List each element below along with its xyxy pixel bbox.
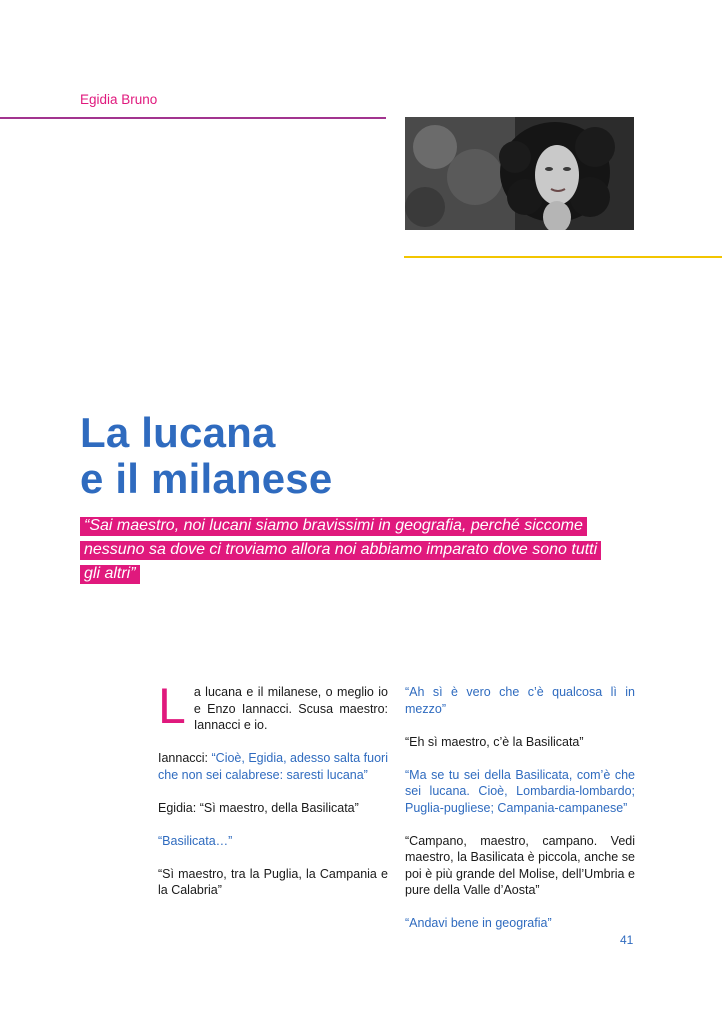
pull-quote-line — [80, 514, 640, 538]
author-name: Egidia Bruno — [80, 92, 158, 107]
title-line-2: e il milanese — [80, 455, 333, 502]
header-rule-purple — [0, 117, 386, 119]
paragraph: “Eh sì maestro, c’è la Basilicata” — [405, 734, 584, 749]
title-line-1: La lucana — [80, 409, 276, 456]
portrait-illustration — [405, 117, 634, 230]
article-title — [80, 410, 332, 502]
body-column-left — [158, 678, 388, 915]
body-column-right — [405, 684, 635, 948]
speaker-label: Iannacci: — [158, 751, 209, 765]
paragraph — [158, 678, 388, 734]
pull-quote-line — [80, 562, 640, 586]
drop-cap: L — [158, 678, 186, 734]
speaker-label: Egidia: — [158, 800, 197, 815]
portrait-photo — [405, 117, 634, 230]
paragraph: “Sì maestro, tra la Puglia, la Campania e la Calabria” — [158, 866, 388, 897]
pull-quote-line — [80, 538, 640, 562]
paragraph: “Campano, maestro, campano. Vedi maestro, la Basilicata è piccola, anche se poi è più grande del Molise, dell’Umbria e pure della Valle d’Aosta” — [405, 833, 635, 897]
dialogue-text: “Cioè, Egidia, adesso salta fuori che non sei calabrese: saresti lucana” — [158, 751, 388, 782]
paragraph: “Andavi bene in geografia” — [405, 916, 552, 930]
page-number: 41 — [620, 933, 634, 947]
paragraph: “Basilicata…” — [158, 833, 233, 848]
paragraph — [158, 750, 388, 783]
paragraph — [158, 800, 388, 817]
paragraph: “Ah sì è vero che c’è qualcosa lì in mezzo” — [405, 685, 635, 716]
paragraph: “Ma se tu sei della Basilicata, com’è che sei lucana. Cioè, Lombardia-lombardo; Puglia-pugliese; Campania-campanese” — [405, 767, 635, 815]
pull-quote-text: “Sai maestro, noi lucani siamo bravissimi in geografia, perché siccome — [80, 517, 587, 536]
paragraph-text: a lucana e il milanese, o meglio io e Enzo Iannacci. Scusa maestro: Iannacci e io. — [193, 685, 388, 732]
pull-quote-text: gli altri” — [80, 565, 140, 584]
dialogue-text: “Sì maestro, della Basilicata” — [196, 800, 359, 815]
pull-quote-text: nessuno sa dove ci troviamo allora noi abbiamo imparato dove sono tutti — [80, 541, 601, 560]
header-rule-yellow — [404, 256, 722, 258]
pull-quote — [80, 514, 640, 586]
